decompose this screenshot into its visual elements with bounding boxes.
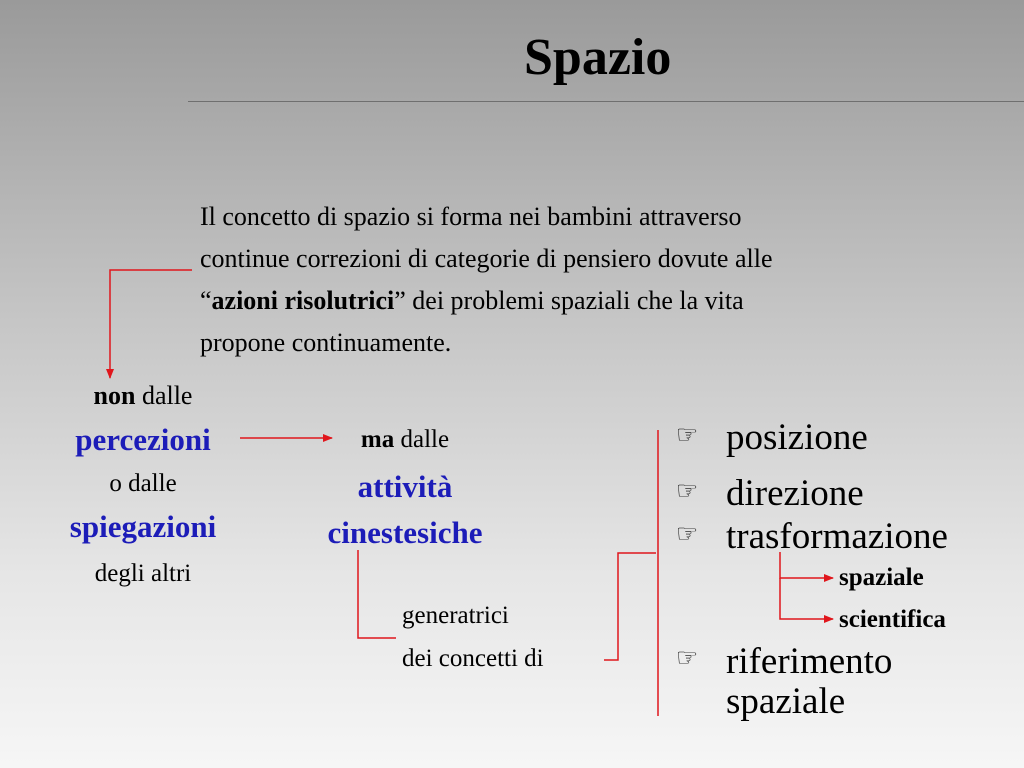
generatrici-label: generatrici — [402, 602, 509, 629]
sub-spaziale: spaziale — [839, 564, 924, 591]
non-word: non — [93, 381, 136, 410]
intro-line-3-rest: dei problemi spaziali che la vita — [405, 286, 744, 315]
bullet-riferimento-spaziale: spaziale — [726, 681, 846, 722]
line-cinestesiche-to-generatrici — [358, 550, 396, 638]
arrow-to-scientifica — [780, 578, 833, 619]
intro-bold-term: azioni risolutrici — [211, 286, 395, 315]
cinestesiche-label: cinestesiche — [327, 515, 483, 550]
close-quote: ” — [394, 286, 406, 315]
attivita-label: attività — [357, 469, 453, 504]
open-quote: “ — [200, 286, 212, 315]
bullet-posizione: posizione — [726, 417, 868, 458]
non-dalle-label — [60, 379, 226, 413]
line-dei-concetti-to-bracket — [604, 553, 656, 660]
dalle-word-2: dalle — [394, 426, 450, 453]
percezioni-label: percezioni — [75, 422, 211, 457]
degli-altri-label: degli altri — [94, 560, 192, 587]
pointing-hand-icon: ☞ — [676, 519, 699, 548]
slide-title: Spazio — [524, 29, 672, 86]
bullet-trasformazione: trasformazione — [726, 516, 948, 557]
bullet-direzione: direzione — [726, 473, 864, 514]
sub-scientifica: scientifica — [839, 606, 946, 633]
intro-line-1: Il concetto di spazio si forma nei bambini attraverso — [200, 202, 742, 231]
ma-word: ma — [360, 426, 395, 453]
intro-line-2: continue correzioni di categorie di pensiero dovute alle — [200, 244, 773, 273]
arrow-intro-to-non — [110, 270, 192, 378]
bullet-riferimento: riferimento — [726, 641, 893, 682]
title-divider — [188, 101, 1024, 102]
o-dalle-label: o dalle — [109, 470, 177, 497]
pointing-hand-icon: ☞ — [676, 643, 699, 672]
dei-concetti-di-label: dei concetti di — [402, 645, 544, 672]
ma-dalle-label — [330, 423, 480, 457]
pointing-hand-icon: ☞ — [676, 420, 699, 449]
pointing-hand-icon: ☞ — [676, 476, 699, 505]
intro-paragraph — [200, 196, 990, 364]
intro-line-4: propone continuamente. — [200, 328, 452, 357]
spiegazioni-label: spiegazioni — [69, 509, 217, 544]
dalle-word-1: dalle — [135, 381, 193, 410]
intro-line-3 — [200, 280, 990, 322]
